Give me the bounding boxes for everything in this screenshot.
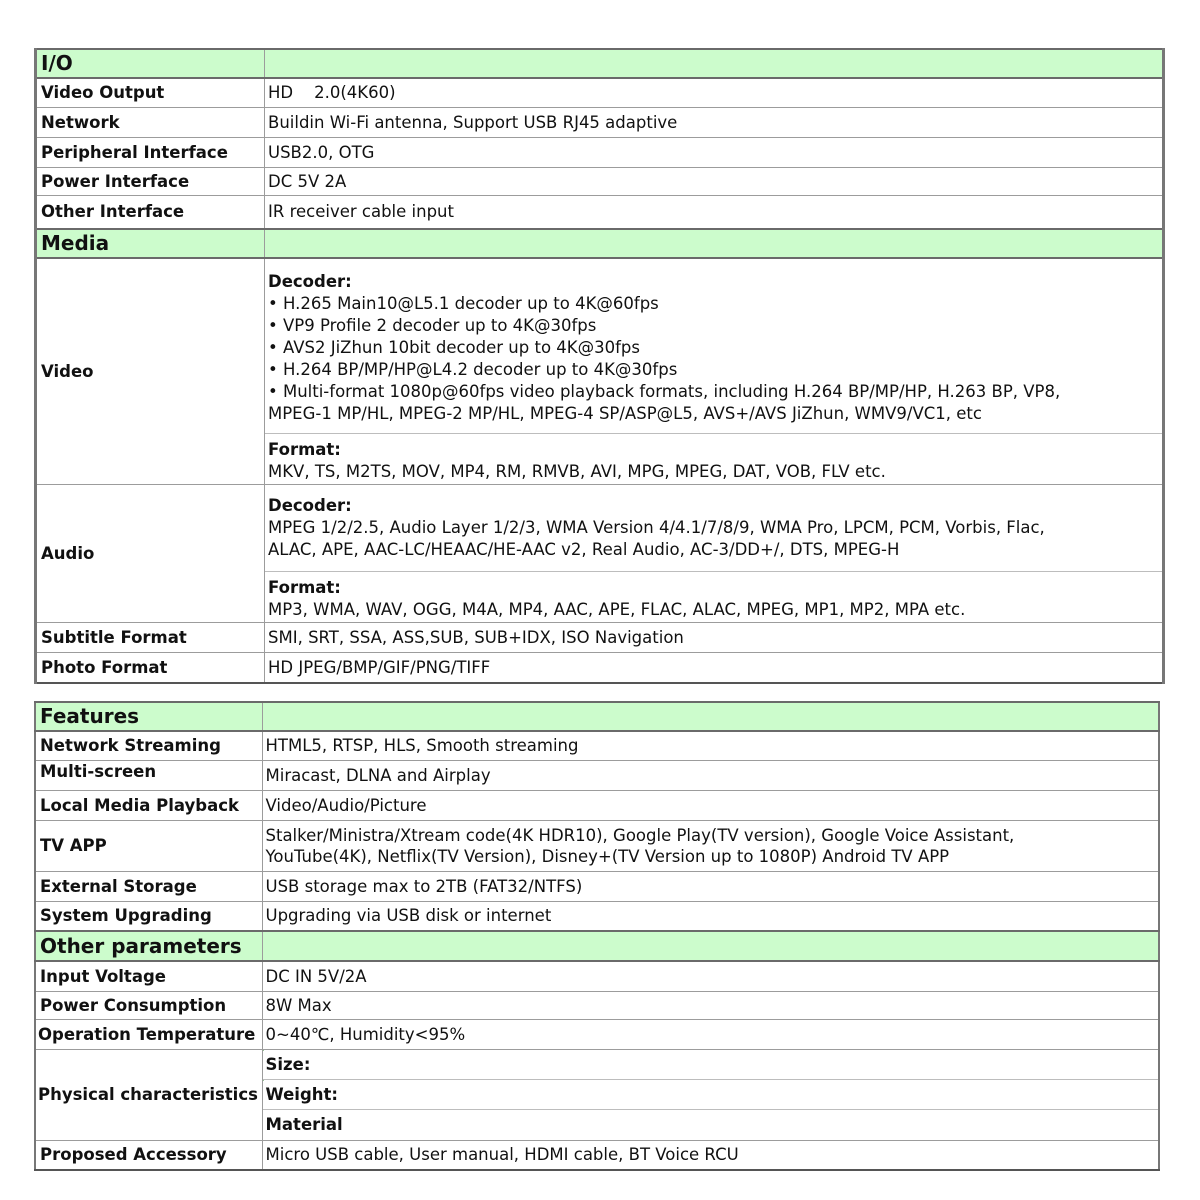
- table-row: [36, 167, 1164, 195]
- spec-table-features-other: [34, 701, 1160, 1171]
- video-decoder-line: MPEG-1 MP/HL, MPEG-2 MP/HL, MPEG-4 SP/ASP@L5, AVS+/AVS JiZhun, WMV9/VC1, etc: [268, 404, 982, 423]
- row-label: TV APP: [35, 820, 262, 871]
- row-label: Audio: [36, 485, 265, 623]
- row-label: Multi-screen: [35, 760, 262, 790]
- row-label: Photo Format: [36, 653, 265, 683]
- row-value: DC 5V 2A: [265, 167, 1164, 195]
- audio-decoder-line: ALAC, APE, AAC-LC/HEAAC/HE-AAC v2, Real Audio, AC-3/DD+/, DTS, MPEG-H: [268, 540, 900, 559]
- table-row: [36, 195, 1164, 229]
- table-row: [35, 871, 1159, 901]
- table-row: [35, 991, 1159, 1019]
- video-decoder-heading: Decoder:: [268, 272, 352, 291]
- row-value: SMI, SRT, SSA, ASS,SUB, SUB+IDX, ISO Navigation: [265, 623, 1164, 653]
- audio-format-heading: Format:: [268, 577, 341, 597]
- row-label: Power Consumption: [35, 991, 262, 1019]
- section-header-other: [35, 931, 1159, 961]
- row-value: HD 2.0(4K60): [265, 78, 1164, 107]
- row-label: Input Voltage: [35, 961, 262, 991]
- section-title: I/O: [36, 49, 265, 78]
- table-row-audio: [36, 485, 1164, 623]
- section-title: Other parameters: [35, 931, 262, 961]
- row-label: Video Output: [36, 78, 265, 107]
- tv-app-line: YouTube(4K), Netflix(TV Version), Disney+(TV Version up to 1080P) Android TV APP: [265, 846, 950, 866]
- tv-app-line: Stalker/Ministra/Xtream code(4K HDR10), Google Play(TV version), Google Voice Assistant,: [265, 825, 1015, 845]
- table-row: [36, 107, 1164, 137]
- row-label: Peripheral Interface: [36, 137, 265, 167]
- physical-details: [263, 1050, 1159, 1140]
- video-decoder-line: • AVS2 JiZhun 10bit decoder up to 4K@30fps: [268, 338, 640, 357]
- section-header-io: [36, 49, 1164, 78]
- row-value: DC IN 5V/2A: [262, 961, 1159, 991]
- row-label: Subtitle Format: [36, 623, 265, 653]
- row-value: USB2.0, OTG: [265, 137, 1164, 167]
- row-value: Miracast, DLNA and Airplay: [262, 760, 1159, 790]
- row-value: Buildin Wi-Fi antenna, Support USB RJ45 adaptive: [265, 107, 1164, 137]
- row-value: Upgrading via USB disk or internet: [262, 901, 1159, 931]
- table-row-video: [36, 258, 1164, 485]
- row-label: Operation Temperature: [35, 1019, 262, 1049]
- video-decoder-line: • Multi-format 1080p@60fps video playback formats, including H.264 BP/MP/HP, H.263 BP, VP8,: [268, 382, 1061, 401]
- row-value: 8W Max: [262, 991, 1159, 1019]
- physical-item-weight: Weight:: [263, 1080, 1159, 1110]
- row-label: Network: [36, 107, 265, 137]
- table-row-physical: [35, 1049, 1159, 1140]
- row-value: IR receiver cable input: [265, 195, 1164, 229]
- row-label: Power Interface: [36, 167, 265, 195]
- row-label: System Upgrading: [35, 901, 262, 931]
- video-format-heading: Format:: [268, 439, 341, 459]
- section-title: Media: [36, 229, 265, 258]
- table-row: [35, 731, 1159, 760]
- row-label: Proposed Accessory: [35, 1140, 262, 1170]
- video-decoder-line: • VP9 Profile 2 decoder up to 4K@30fps: [268, 316, 597, 335]
- row-label: External Storage: [35, 871, 262, 901]
- section-header-media: [36, 229, 1164, 258]
- row-label: Local Media Playback: [35, 790, 262, 820]
- video-details: [265, 259, 1162, 484]
- table-row: [35, 961, 1159, 991]
- table-row: [35, 790, 1159, 820]
- audio-format-text: MP3, WMA, WAV, OGG, M4A, MP4, AAC, APE, FLAC, ALAC, MPEG, MP1, MP2, MPA etc.: [268, 599, 966, 619]
- section-header-features: [35, 702, 1159, 731]
- table-row: [35, 901, 1159, 931]
- spec-table-io-media: [34, 48, 1165, 684]
- row-label: Other Interface: [36, 195, 265, 229]
- table-row-tv-app: [35, 820, 1159, 871]
- row-value: 0~40℃, Humidity<95%: [262, 1019, 1159, 1049]
- video-format-text: MKV, TS, M2TS, MOV, MP4, RM, RMVB, AVI, MPG, MPEG, DAT, VOB, FLV etc.: [268, 461, 886, 481]
- table-row: [35, 760, 1159, 790]
- video-decoder-line: • H.265 Main10@L5.1 decoder up to 4K@60fps: [268, 294, 659, 313]
- video-decoder-line: • H.264 BP/MP/HP@L4.2 decoder up to 4K@30fps: [268, 360, 678, 379]
- physical-item-material: Material: [265, 1115, 343, 1135]
- table-row: [36, 623, 1164, 653]
- audio-details: [265, 485, 1162, 622]
- row-value: HD JPEG/BMP/GIF/PNG/TIFF: [265, 653, 1164, 683]
- physical-item-size: Size:: [263, 1050, 1159, 1080]
- row-label: Physical characteristics: [35, 1049, 262, 1140]
- row-value: Video/Audio/Picture: [262, 790, 1159, 820]
- row-value: HTML5, RTSP, HLS, Smooth streaming: [262, 731, 1159, 760]
- table-row: [36, 137, 1164, 167]
- table-row: [36, 653, 1164, 683]
- table-row: [35, 1019, 1159, 1049]
- table-row: [36, 78, 1164, 107]
- row-label: Network Streaming: [35, 731, 262, 760]
- row-label: Video: [36, 258, 265, 485]
- audio-decoder-heading: Decoder:: [268, 496, 352, 515]
- table-row: [35, 1140, 1159, 1170]
- audio-decoder-line: MPEG 1/2/2.5, Audio Layer 1/2/3, WMA Version 4/4.1/7/8/9, WMA Pro, LPCM, PCM, Vorbis, Flac,: [268, 518, 1045, 537]
- row-value: Micro USB cable, User manual, HDMI cable, BT Voice RCU: [262, 1140, 1159, 1170]
- row-value: USB storage max to 2TB (FAT32/NTFS): [262, 871, 1159, 901]
- section-title: Features: [35, 702, 262, 731]
